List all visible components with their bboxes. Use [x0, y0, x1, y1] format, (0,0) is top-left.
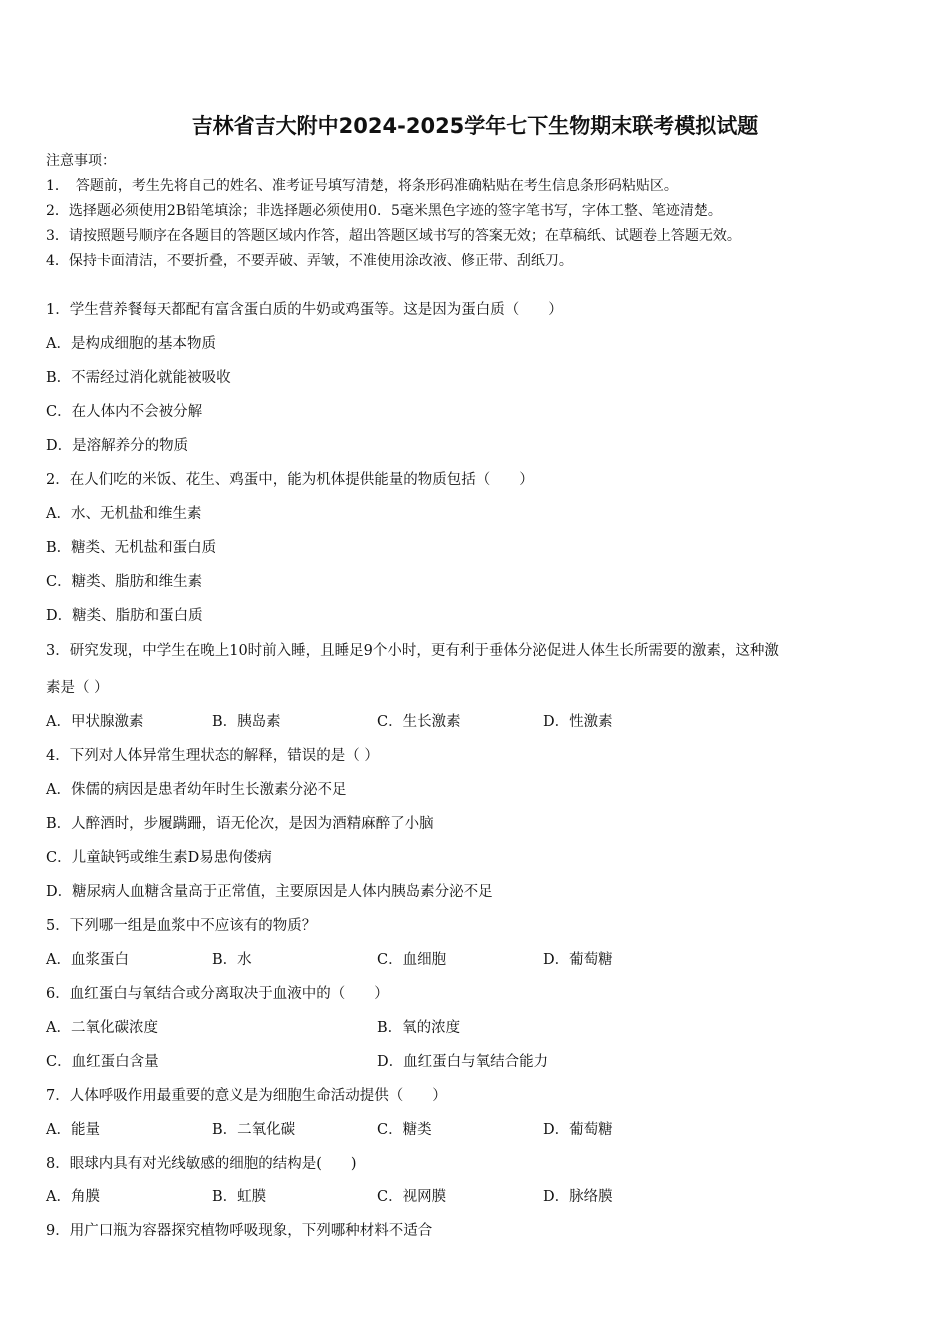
option: D．葡萄糖 — [543, 952, 613, 968]
option: A．能量 — [46, 1122, 100, 1138]
question-stem: 3．研究发现，中学生在晚上10时前入睡，且睡足9个小时，更有利于垂体分泌促进人体生长所需要的激素，这种激 — [46, 643, 779, 659]
option: B．糖类、无机盐和蛋白质 — [46, 540, 217, 556]
option: B．虹膜 — [212, 1189, 267, 1205]
option: D．是溶解养分的物质 — [46, 438, 189, 454]
question-stem: 6．血红蛋白与氧结合或分离取决于血液中的（ ） — [46, 986, 389, 1002]
question-stem: 8．眼球内具有对光线敏感的细胞的结构是( ) — [46, 1156, 357, 1172]
notice-item: 2．选择题必须使用2B铅笔填涂；非选择题必须使用0．5毫米黑色字迹的签字笔书写，字体工整、笔迹清楚。 — [46, 203, 722, 219]
option: A．是构成细胞的基本物质 — [46, 336, 216, 352]
option: C．血细胞 — [377, 952, 447, 968]
question-stem-cont: 素是（ ） — [46, 680, 109, 696]
option: A．甲状腺激素 — [46, 714, 144, 730]
notice-item: 1． 答题前，考生先将自己的姓名、准考证号填写清楚，将条形码准确粘贴在考生信息条形码粘贴区。 — [46, 178, 678, 194]
option: C．生长激素 — [377, 714, 461, 730]
option: D．血红蛋白与氧结合能力 — [377, 1054, 549, 1070]
page-title: 吉林省吉大附中2024-2025学年七下生物期末联考模拟试题 — [191, 114, 759, 138]
notice-item: 4．保持卡面清洁，不要折叠，不要弄破、弄皱，不准使用涂改液、修正带、刮纸刀。 — [46, 253, 573, 269]
question-stem: 9．用广口瓶为容器探究植物呼吸现象，下列哪种材料不适合 — [46, 1223, 433, 1239]
option: A．二氧化碳浓度 — [46, 1020, 158, 1036]
option: B．氧的浓度 — [377, 1020, 461, 1036]
option: D．性激素 — [543, 714, 613, 730]
option: C．在人体内不会被分解 — [46, 404, 203, 420]
option: C．血红蛋白含量 — [46, 1054, 159, 1070]
option: C．视网膜 — [377, 1189, 447, 1205]
option: B．二氧化碳 — [212, 1122, 296, 1138]
option: C．糖类、脂肪和维生素 — [46, 574, 203, 590]
option: C．糖类 — [377, 1122, 432, 1138]
option: A．血浆蛋白 — [46, 952, 129, 968]
question-stem: 1．学生营养餐每天都配有富含蛋白质的牛奶或鸡蛋等。这是因为蛋白质（ ） — [46, 302, 563, 318]
question-stem: 7．人体呼吸作用最重要的意义是为细胞生命活动提供（ ） — [46, 1088, 447, 1104]
option: A．角膜 — [46, 1189, 100, 1205]
option: B．水 — [212, 952, 252, 968]
option: D．葡萄糖 — [543, 1122, 613, 1138]
option: B．不需经过消化就能被吸收 — [46, 370, 231, 386]
option: D．糖类、脂肪和蛋白质 — [46, 608, 203, 624]
option: B．胰岛素 — [212, 714, 281, 730]
option: B．人醉酒时，步履蹒跚，语无伦次，是因为酒精麻醉了小脑 — [46, 816, 434, 832]
option: C．儿童缺钙或维生素D易患佝偻病 — [46, 850, 272, 866]
option: D．糖尿病人血糖含量高于正常值，主要原因是人体内胰岛素分泌不足 — [46, 884, 493, 900]
question-stem: 5．下列哪一组是血浆中不应该有的物质？ — [46, 918, 317, 934]
option: A．水、无机盐和维生素 — [46, 506, 202, 522]
notice-item: 3．请按照题号顺序在各题目的答题区域内作答，超出答题区域书写的答案无效；在草稿纸、试题卷上答题无效。 — [46, 228, 741, 244]
option: A．侏儒的病因是患者幼年时生长激素分泌不足 — [46, 782, 347, 798]
question-stem: 2．在人们吃的米饭、花生、鸡蛋中，能为机体提供能量的物质包括（ ） — [46, 472, 534, 488]
option: D．脉络膜 — [543, 1189, 613, 1205]
question-stem: 4．下列对人体异常生理状态的解释，错误的是（ ） — [46, 748, 379, 764]
notice-heading: 注意事项： — [46, 153, 116, 169]
